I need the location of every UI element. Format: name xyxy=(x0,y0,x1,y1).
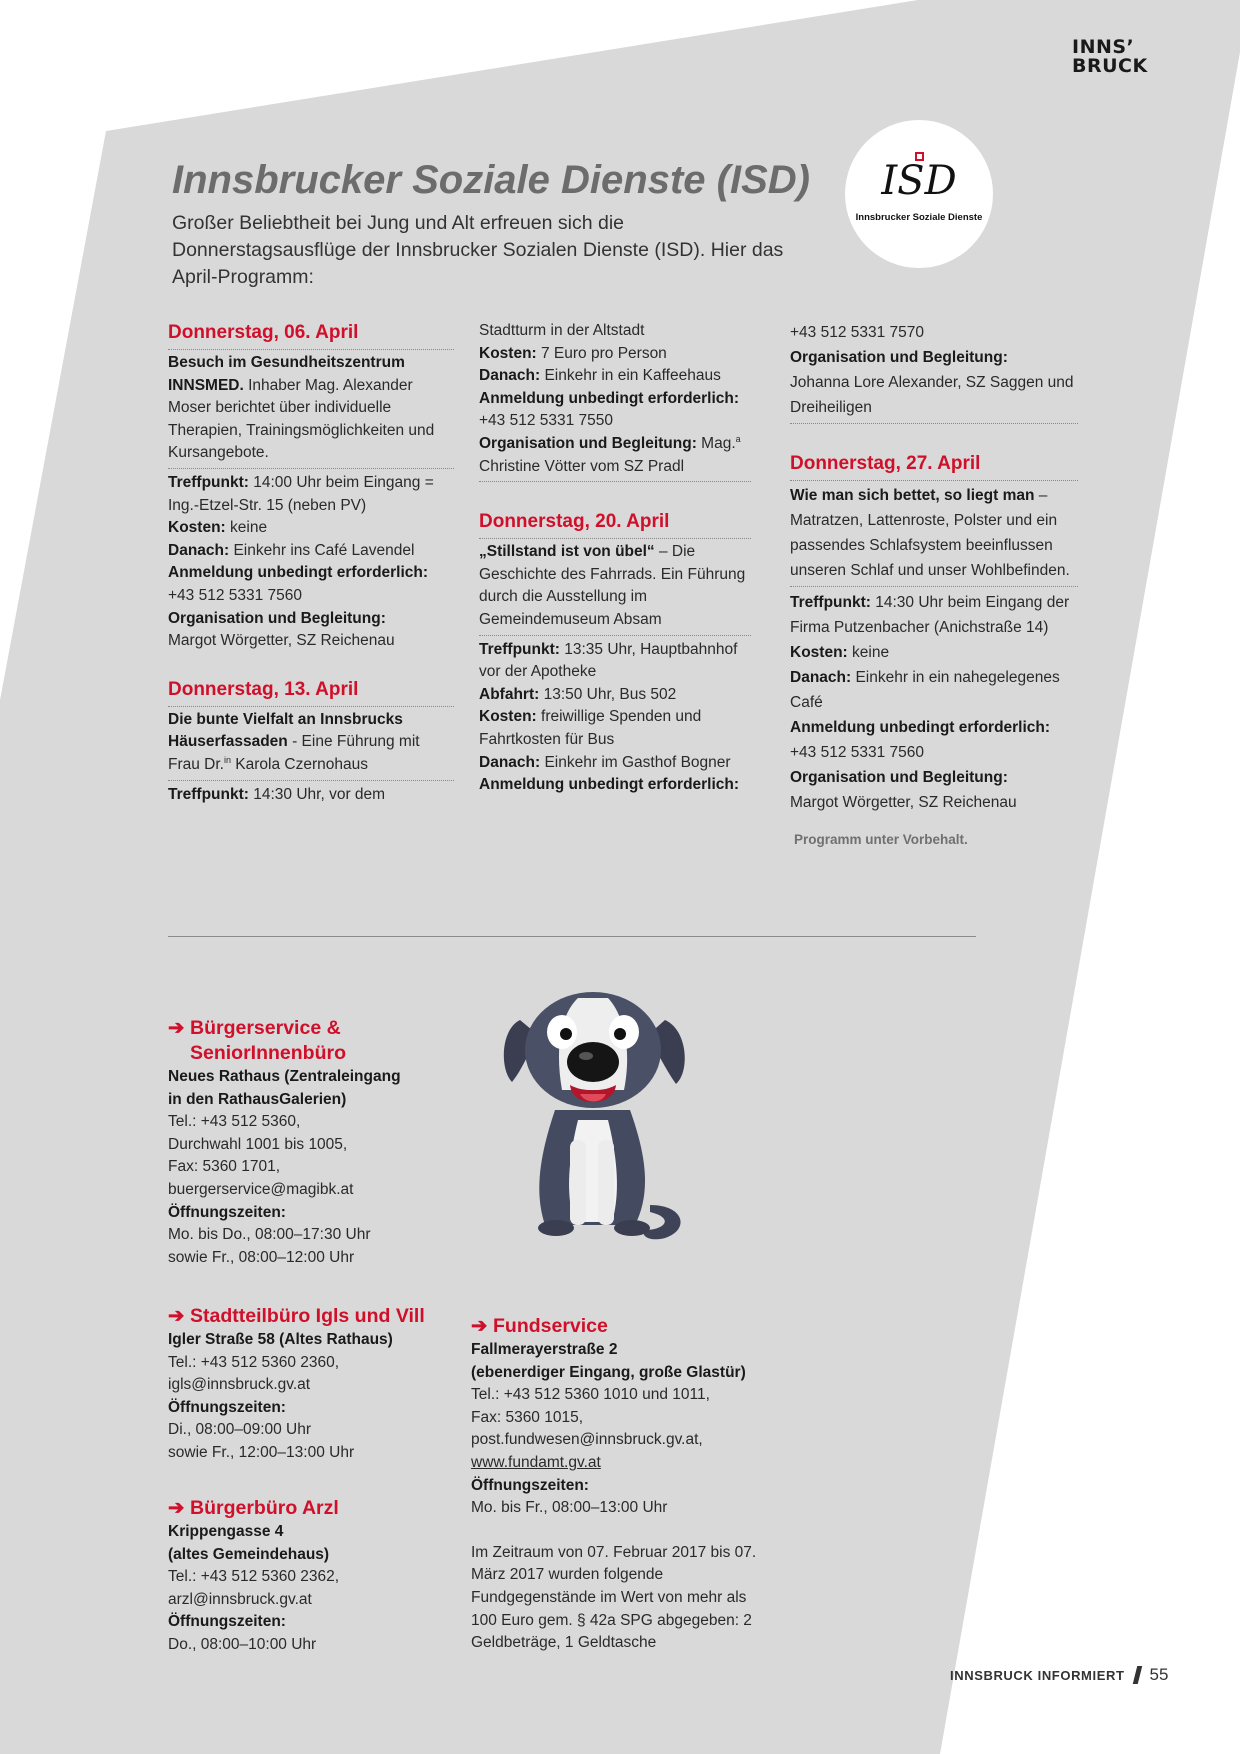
event-after: Danach: Einkehr ins Café Lavendel xyxy=(168,541,415,559)
service-hours: Do., 08:00–10:00 Uhr xyxy=(168,1635,317,1653)
arrow-right-icon: ➔ xyxy=(471,1315,488,1337)
disclaimer-note: Programm unter Vorbehalt. xyxy=(794,832,968,847)
service-fax: Fax: 5360 1701, xyxy=(168,1158,281,1176)
service-phone: Tel.: +43 512 5360 2362, xyxy=(168,1568,340,1586)
event-cost: Kosten: 7 Euro pro Person xyxy=(479,344,667,362)
event-date-apr06: Donnerstag, 06. April xyxy=(168,320,454,350)
event-registration-label: Anmeldung unbedingt erforderlich: xyxy=(479,776,740,794)
service-arzl xyxy=(168,1496,448,1657)
event-registration-label: Anmeldung unbedingt erforderlich: xyxy=(168,564,429,582)
service-title: ➔ Stadtteilbüro Igls und Vill xyxy=(168,1305,425,1327)
isd-logo-text: ISD xyxy=(881,158,957,200)
event-date-apr13: Donnerstag, 13. April xyxy=(168,677,454,707)
event-description: Besuch im Gesundheitszentrum INNSMED. Inhaber Mag. Alexander Moser berichtet über individuelle Therapien, Trainingsmöglichkeiten und Kursangebote. xyxy=(168,352,454,469)
event-cost: Kosten: keine xyxy=(790,644,890,661)
service-hours: sowie Fr., 08:00–12:00 Uhr xyxy=(168,1248,355,1266)
service-igls xyxy=(168,1304,468,1465)
service-title: ➔ Fundservice xyxy=(471,1315,608,1337)
isd-logo-caption: Innsbrucker Soziale Dienste xyxy=(855,212,983,223)
service-title: ➔ Bürgerbüro Arzl xyxy=(168,1497,339,1519)
service-email[interactable]: buergerservice@magibk.at xyxy=(168,1180,354,1198)
service-title: ➔ Bürgerservice & xyxy=(168,1017,341,1039)
intro-text: Großer Beliebtheit bei Jung und Alt erfreuen sich die Donnerstagsausflüge der Innsbrucker Sozialen Dienste (ISD). Hier das April-Programm: xyxy=(172,212,784,288)
event-registration-phone: +43 512 5331 7570 xyxy=(790,324,925,341)
arrow-right-icon: ➔ xyxy=(168,1017,185,1039)
service-hours: Mo. bis Do., 08:00–17:30 Uhr xyxy=(168,1226,371,1244)
innsbruck-logo: INNS’ BRUCK xyxy=(1072,36,1148,77)
event-organizer: Margot Wörgetter, SZ Reichenau xyxy=(790,794,1017,811)
service-address: (ebenerdiger Eingang, große Glastür) xyxy=(471,1363,746,1381)
service-email[interactable]: arzl@innsbruck.gv.at xyxy=(168,1590,312,1608)
service-hours-label: Öffnungszeiten: xyxy=(471,1476,589,1494)
service-website-link[interactable]: www.fundamt.gv.at xyxy=(471,1453,601,1471)
event-cost: Kosten: keine xyxy=(168,519,268,537)
footer-slash xyxy=(1132,1666,1141,1684)
service-title-cont: SeniorInnenbüro xyxy=(190,1042,346,1064)
event-organizer: Margot Wörgetter, SZ Reichenau xyxy=(168,632,395,650)
page-number: 55 xyxy=(1149,1665,1169,1684)
events-column-1 xyxy=(168,320,454,806)
event-description: „Stillstand ist von übel“ – Die Geschichte des Fahrrads. Ein Führung durch die Ausstellung im Gemeindemuseum Absam xyxy=(479,541,751,635)
section-divider xyxy=(168,936,976,937)
event-organizer: Johanna Lore Alexander, SZ Saggen und Dreiheiligen xyxy=(790,370,1078,424)
service-hours: Di., 08:00–09:00 Uhr xyxy=(168,1421,312,1439)
service-address: in den RathausGalerien) xyxy=(168,1090,347,1108)
service-address: (altes Gemeindehaus) xyxy=(168,1545,330,1563)
service-extension: Durchwahl 1001 bis 1005, xyxy=(168,1135,348,1153)
isd-logo-mark xyxy=(845,150,993,200)
event-registration-label: Anmeldung unbedingt erforderlich: xyxy=(790,719,1051,736)
event-date-apr27: Donnerstag, 27. April xyxy=(790,451,1078,481)
service-address: Igler Straße 58 (Altes Rathaus) xyxy=(168,1331,393,1348)
service-hours: sowie Fr., 12:00–13:00 Uhr xyxy=(168,1443,355,1461)
service-buergerservice xyxy=(168,1016,448,1269)
event-registration-phone: +43 512 5331 7550 xyxy=(479,412,614,430)
service-hours: Mo. bis Fr., 08:00–13:00 Uhr xyxy=(471,1499,668,1517)
event-registration-phone: +43 512 5331 7560 xyxy=(168,586,303,604)
events-column-3 xyxy=(790,320,1078,815)
arrow-right-icon: ➔ xyxy=(168,1305,185,1327)
event-meeting-point-cont: Stadtturm in der Altstadt xyxy=(479,322,645,339)
event-after: Danach: Einkehr in ein Kaffeehaus xyxy=(479,367,721,385)
event-meeting-point: Treffpunkt: 14:30 Uhr beim Eingang der Firma Putzenbacher (Anichstraße 14) xyxy=(790,594,1070,636)
lost-items-note: Im Zeitraum von 07. Februar 2017 bis 07. März 2017 wurden folgende Fundgegenstände im Wert von mehr als 100 Euro gem. § 42a SPG abgegeben: 2 Geldbeträge, 1 Geldtasche xyxy=(471,1543,757,1652)
isd-logo xyxy=(845,120,993,268)
service-phone: Tel.: +43 512 5360 1010 und 1011, xyxy=(471,1386,710,1404)
service-fax: Fax: 5360 1015, xyxy=(471,1408,584,1426)
service-hours-label: Öffnungszeiten: xyxy=(168,1398,286,1416)
service-fundservice xyxy=(471,1314,771,1655)
events-column-2 xyxy=(479,320,751,797)
page-title: Innsbrucker Soziale Dienste (ISD) xyxy=(172,158,810,202)
service-phone: Tel.: +43 512 5360, xyxy=(168,1113,301,1131)
dog-illustration xyxy=(500,990,690,1250)
event-cost: Kosten: freiwillige Spenden und Fahrtkosten für Bus xyxy=(479,708,702,748)
page-footer xyxy=(950,1665,1168,1685)
service-address: Krippengasse 4 xyxy=(168,1523,284,1540)
arrow-right-icon: ➔ xyxy=(168,1497,185,1519)
service-address: Neues Rathaus (Zentraleingang xyxy=(168,1068,401,1085)
service-hours-label: Öffnungszeiten: xyxy=(168,1613,286,1631)
event-organizer-label: Organisation und Begleitung: xyxy=(168,609,386,627)
event-departure: Abfahrt: 13:50 Uhr, Bus 502 xyxy=(479,685,677,703)
service-email[interactable]: post.fundwesen@innsbruck.gv.at, xyxy=(471,1431,703,1449)
publication-name: INNSBRUCK INFORMIERT xyxy=(950,1668,1125,1683)
event-registration-label: Anmeldung unbedingt erforderlich: xyxy=(479,389,740,407)
event-date-apr20: Donnerstag, 20. April xyxy=(479,509,751,539)
event-organizer-label: Organisation und Begleitung: Mag.$^a$ xyxy=(479,433,741,452)
event-registration-phone: +43 512 5331 7560 xyxy=(790,744,925,761)
event-meeting-point: Treffpunkt: 13:35 Uhr, Hauptbahnhof vor der Apotheke xyxy=(479,640,738,681)
event-description: Wie man sich bettet, so liegt man – Matratzen, Lattenroste, Polster und ein passendes Schlafsystem beeinflussen unseren Schlaf und unser Wohlbefinden. xyxy=(790,483,1078,587)
service-hours-label: Öffnungszeiten: xyxy=(168,1203,286,1221)
event-organizer-label: Organisation und Begleitung: xyxy=(790,769,1008,786)
service-address: Fallmerayerstraße 2 xyxy=(471,1341,618,1358)
event-organizer-label: Organisation und Begleitung: xyxy=(790,349,1008,366)
event-meeting-point: Treffpunkt: 14:00 Uhr beim Eingang = Ing.-Etzel-Str. 15 (neben PV) xyxy=(168,473,434,514)
event-meeting-point: Treffpunkt: 14:30 Uhr, vor dem xyxy=(168,785,386,803)
event-after: Danach: Einkehr im Gasthof Bogner xyxy=(479,753,731,771)
event-organizer: Christine Vötter vom SZ Pradl xyxy=(479,456,751,483)
service-email[interactable]: igls@innsbruck.gv.at xyxy=(168,1376,311,1394)
service-phone: Tel.: +43 512 5360 2360, xyxy=(168,1353,340,1371)
event-description: Die bunte Vielfalt an Innsbrucks Häuserfassaden - Eine Führung mit Frau Dr.$^{in}$ Karola Czernohaus xyxy=(168,709,454,781)
event-after: Danach: Einkehr in ein nahegelegenes Café xyxy=(790,669,1060,711)
